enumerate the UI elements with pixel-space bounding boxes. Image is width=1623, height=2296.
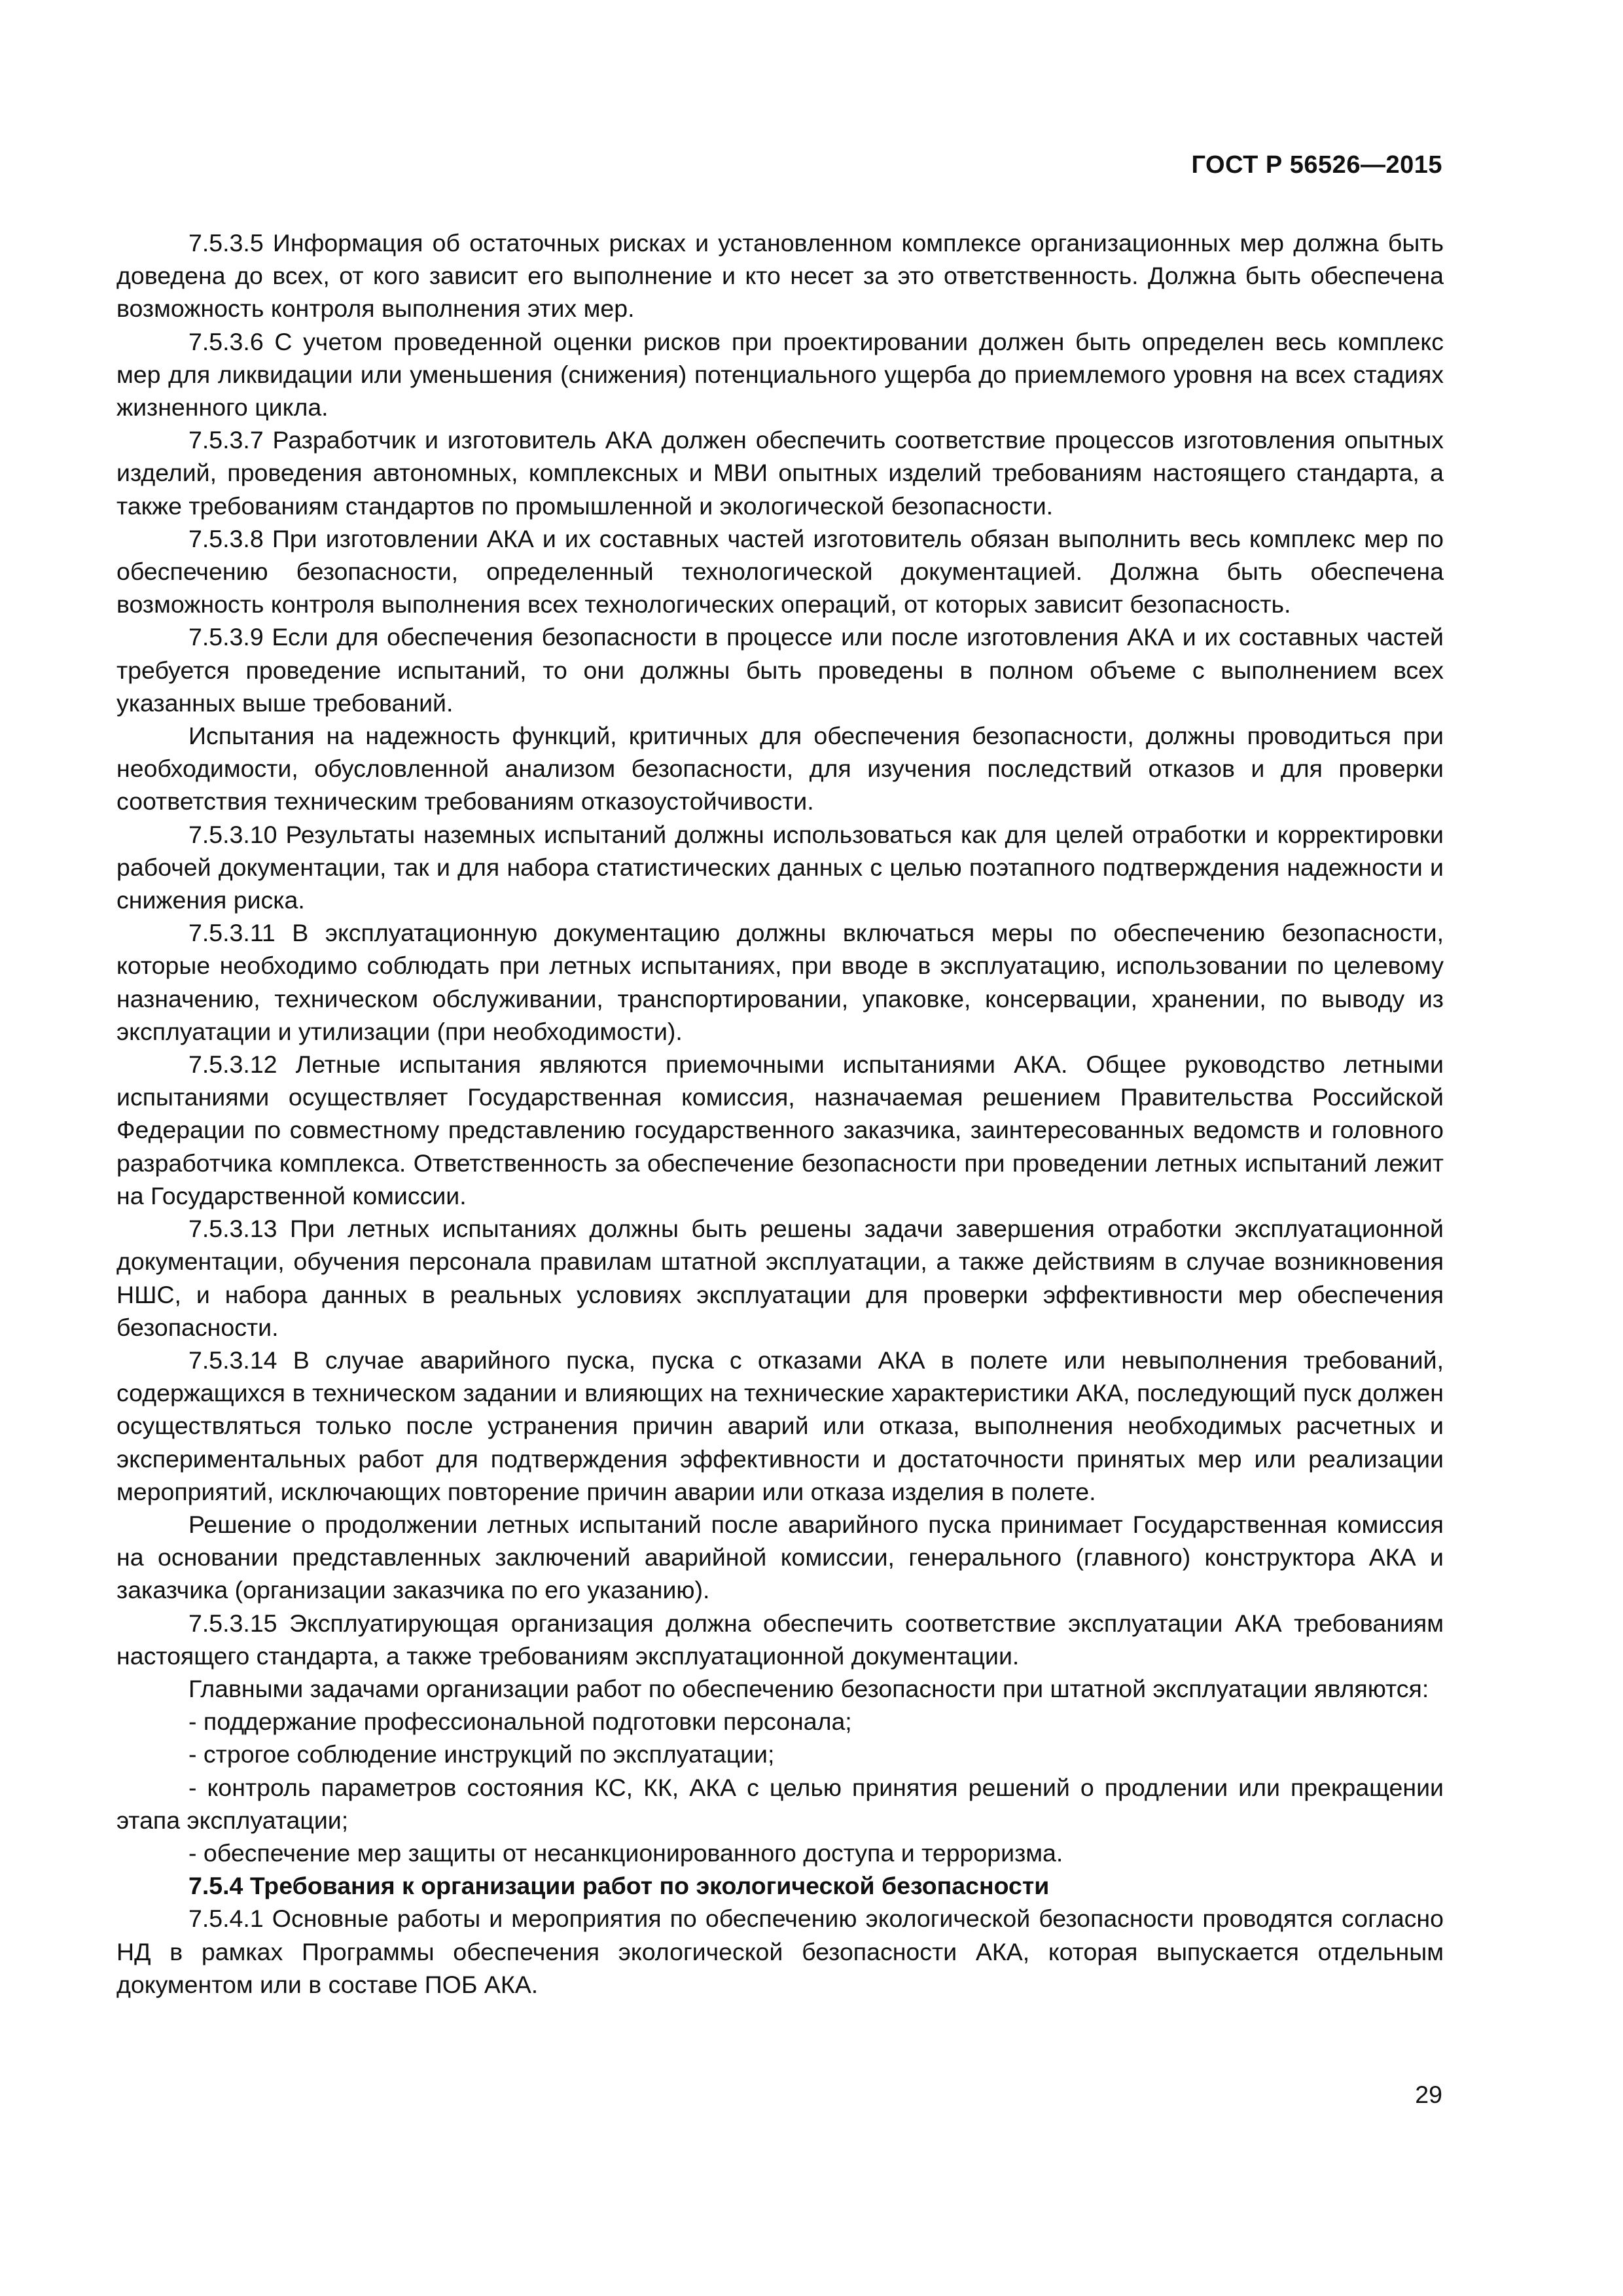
section-heading-7-5-4: 7.5.4 Требования к организации работ по экологической безопасности xyxy=(188,1872,1050,1900)
document-standard-header: ГОСТ Р 56526—2015 xyxy=(1191,151,1442,179)
main-tasks-list xyxy=(116,1705,1444,1869)
paragraph-7-5-3-14: 7.5.3.14 В случае аварийного пуска, пуска с отказами АКА в полете или невыполнения требований, содержащихся в техническом задании и влияющих на технические характеристики АКА, последующий пуск должен осуществляться только после устранения причин аварий или отказа, выполнения необходимых расчетных и экспериментальных работ для подтверждения эффективности и достаточности принятых мер или реализации мероприятий, исключающих повторение причин аварии или отказа изделия в полете. xyxy=(116,1346,1444,1505)
paragraph-7-5-3-10: 7.5.3.10 Результаты наземных испытаний должны использоваться как для целей отработки и корректировки рабочей документации, так и для набора статистических данных с целью поэтапного подтверждения надежности и снижения риска. xyxy=(116,820,1444,914)
list-item xyxy=(116,1837,1444,1869)
list-item-text: контроль параметров состояния КС, КК, АКА с целью принятия решений о продлении или прекращении этапа эксплуатации; xyxy=(116,1773,1444,1834)
list-item-text: обеспечение мер защиты от несанкционированного доступа и терроризма. xyxy=(203,1839,1063,1867)
list-dash: - xyxy=(188,1740,197,1768)
paragraph-7-5-3-13: 7.5.3.13 При летных испытаниях должны быть решены задачи завершения отработки эксплуатационной документации, обучения персонала правилам штатной эксплуатации, а также действиям в случае возникновения НШС, и набора данных в реальных условиях эксплуатации для проверки эффективности мер обеспечения безопасности. xyxy=(116,1215,1444,1341)
list-item-text: строгое соблюдение инструкций по эксплуатации; xyxy=(203,1740,775,1768)
document-body xyxy=(116,226,1444,2001)
paragraph-continuation-decision: Решение о продолжении летных испытаний после аварийного пуска принимает Государственная комиссия на основании представленных заключений аварийной комиссии, генерального (главного) конструктора АКА и заказчика (организации заказчика по его указанию). xyxy=(116,1510,1444,1604)
list-dash: - xyxy=(188,1773,197,1801)
list-item xyxy=(116,1771,1444,1837)
page-number: 29 xyxy=(1415,2081,1442,2108)
paragraph-main-tasks: Главными задачами организации работ по обеспечению безопасности при штатной эксплуатации являются: xyxy=(188,1674,1429,1702)
paragraph-7-5-3-15: 7.5.3.15 Эксплуатирующая организация должна обеспечить соответствие эксплуатации АКА требованиям настоящего стандарта, а также требованиям эксплуатационной документации. xyxy=(116,1609,1444,1670)
paragraph-7-5-3-5: 7.5.3.5 Информация об остаточных рисках и установленном комплексе организационных мер должна быть доведена до всех, от кого зависит его выполнение и кто несет за это ответственность. Должна быть обеспечена возможность контроля выполнения этих мер. xyxy=(116,229,1444,323)
paragraph-7-5-3-6: 7.5.3.6 С учетом проведенной оценки рисков при проектировании должен быть определен весь комплекс мер для ликвидации или уменьшения (снижения) потенциального ущерба до приемлемого уровня на всех стадиях жизненного цикла. xyxy=(116,327,1444,422)
paragraph-7-5-3-7: 7.5.3.7 Разработчик и изготовитель АКА должен обеспечить соответствие процессов изготовления опытных изделий, проведения автономных, комплексных и МВИ опытных изделий требованиям настоящего стандарта, а также требованиям стандартов по промышленной и экологической безопасности. xyxy=(116,426,1444,520)
paragraph-reliability-tests: Испытания на надежность функций, критичных для обеспечения безопасности, должны проводиться при необходимости, обусловленной анализом безопасности, для изучения последствий отказов и для проверки соответствия техническим требованиям отказоустойчивости. xyxy=(116,722,1444,816)
paragraph-7-5-4-1: 7.5.4.1 Основные работы и мероприятия по обеспечению экологической безопасности проводятся согласно НД в рамках Программы обеспечения экологической безопасности АКА, которая выпускается отдельным документом или в составе ПОБ АКА. xyxy=(116,1905,1444,1998)
paragraph-7-5-3-11: 7.5.3.11 В эксплуатационную документацию должны включаться меры по обеспечению безопасности, которые необходимо соблюдать при летных испытаниях, при вводе в эксплуатацию, использовании по целевому назначению, техническом обслуживании, транспортировании, упаковке, консервации, хранении, по выводу из эксплуатации и утилизации (при необходимости). xyxy=(116,919,1444,1045)
list-item xyxy=(116,1705,1444,1738)
list-dash: - xyxy=(188,1839,197,1867)
list-item xyxy=(116,1738,1444,1770)
paragraph-7-5-3-8: 7.5.3.8 При изготовлении АКА и их составных частей изготовитель обязан выполнить весь комплекс мер по обеспечению безопасности, определенный технологической документацией. Должна быть обеспечена возможность контроля выполнения всех технологических операций, от которых зависит безопасность. xyxy=(116,524,1444,619)
list-item-text: поддержание профессиональной подготовки персонала; xyxy=(203,1708,852,1736)
paragraph-7-5-3-12: 7.5.3.12 Летные испытания являются приемочными испытаниями АКА. Общее руководство летными испытаниями осуществляет Государственная комиссия, назначаемая решением Правительства Российской Федерации по совместному представлению государственного заказчика, заинтересованных ведомств и головного разработчика комплекса. Ответственность за обеспечение безопасности при проведении летных испытаний лежит на Государственной комиссии. xyxy=(116,1050,1444,1210)
list-dash: - xyxy=(188,1708,197,1736)
paragraph-7-5-3-9: 7.5.3.9 Если для обеспечения безопасности в процессе или после изготовления АКА и их составных частей требуется проведение испытаний, то они должны быть проведены в полном объеме с выполнением всех указанных выше требований. xyxy=(116,623,1444,717)
